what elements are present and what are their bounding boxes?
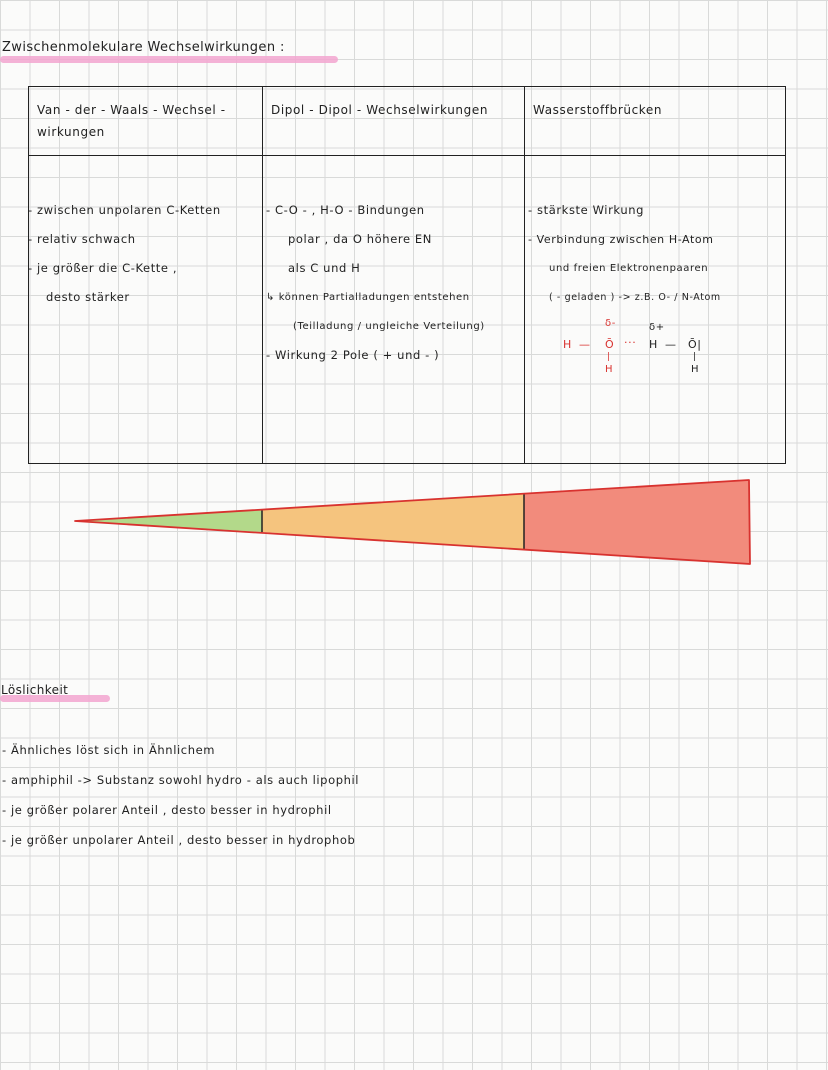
list-item: - relativ schwach — [28, 232, 136, 246]
header-vdw-line1: Van - der - Waals - Wechsel - — [37, 103, 226, 117]
h-left: H — [563, 338, 572, 351]
list-item: - je größer unpolarer Anteil , desto besser in hydrophob — [2, 833, 356, 847]
h-mid: H — [649, 338, 658, 351]
list-item: polar , da O höhere EN — [288, 232, 432, 246]
delta-plus-label: δ+ — [649, 322, 665, 333]
section-title-loeslichkeit: Löslichkeit — [1, 683, 69, 697]
loeslichkeit-list — [0, 735, 360, 855]
bond-vertical-left: | — [607, 352, 611, 362]
list-item: desto stärker — [46, 290, 130, 304]
list-item: - je größer polarer Anteil , desto besser in hydrophil — [2, 803, 332, 817]
list-item: - stärkste Wirkung — [528, 203, 644, 217]
list-item: ( - geladen ) -> z.B. O- / N-Atom — [549, 292, 721, 303]
header-wasserstoff-text: Wasserstoffbrücken — [533, 103, 663, 117]
header-vdw-line2: wirkungen — [37, 125, 105, 139]
list-item: - je größer die C-Kette , — [28, 261, 178, 275]
oxygen-right: Ō| — [688, 338, 702, 351]
h-bottom-right: H — [691, 364, 700, 375]
list-item: - Ähnliches löst sich in Ähnlichem — [2, 743, 216, 757]
list-item: - C-O - , H-O - Bindungen — [266, 203, 425, 217]
oxygen-left: Ō — [605, 338, 615, 351]
list-item: ↳ können Partialladungen entstehen — [266, 292, 470, 303]
bond-dash-right: — — [665, 338, 677, 351]
page-title: Zwischenmolekulare Wechselwirkungen : — [2, 40, 285, 55]
list-item: - amphiphil -> Substanz sowohl hydro - als auch lipophil — [2, 773, 360, 787]
h-bottom-left: H — [605, 364, 614, 375]
wedge-weak-segment — [75, 510, 262, 532]
bond-dash-left: — — [579, 338, 591, 351]
list-item: - Verbindung zwischen H-Atom — [528, 233, 714, 246]
list-item: (Teilladung / ungleiche Verteilung) — [293, 321, 485, 332]
hbond-dots: ··· — [624, 336, 637, 349]
delta-minus-label: δ- — [605, 318, 616, 329]
list-item: - Wirkung 2 Pole ( + und - ) — [266, 348, 440, 362]
list-item: als C und H — [288, 261, 361, 275]
bond-vertical-right: | — [693, 352, 697, 362]
list-item: und freien Elektronenpaaren — [549, 263, 709, 274]
list-item: - zwischen unpolaren C-Ketten — [28, 203, 221, 217]
header-dipol-text: Dipol - Dipol - Wechselwirkungen — [271, 103, 489, 117]
